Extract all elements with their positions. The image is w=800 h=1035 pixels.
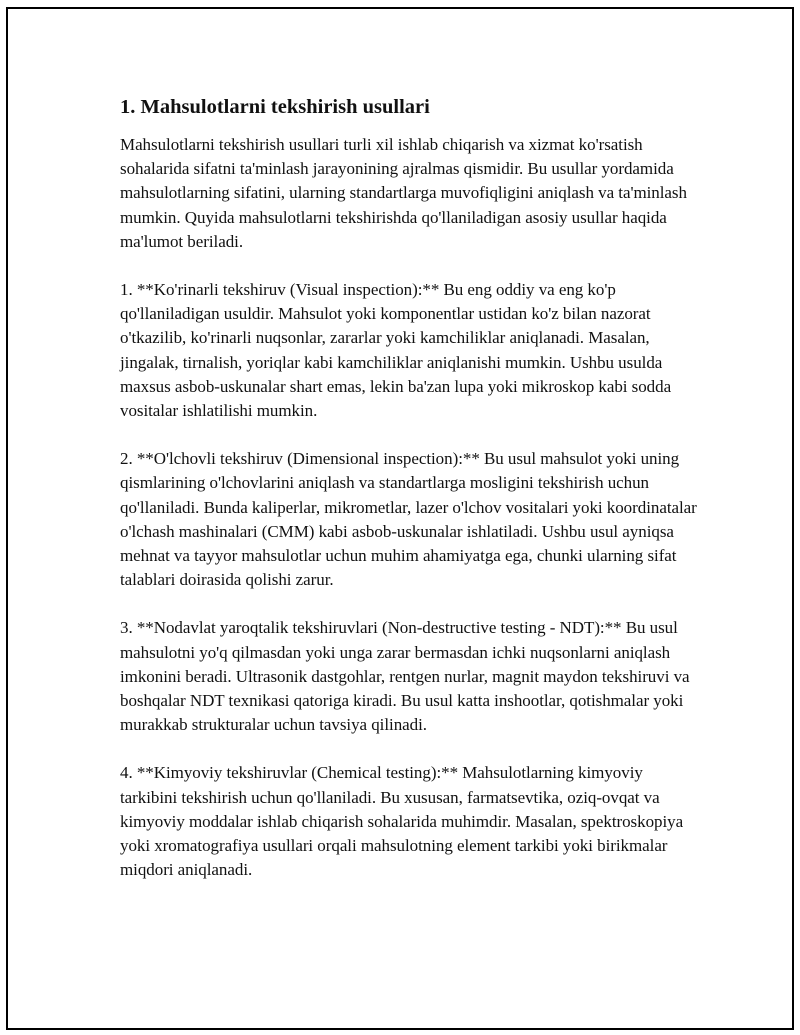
document-body (120, 93, 700, 906)
intro-paragraph: Mahsulotlarni tekshirish usullari turli xil ishlab chiqarish va xizmat ko'rsatish sohalarida sifatni ta'minlash jarayonining ajralmas qismidir. Bu usullar yordamida mahsulotlarning sifatini, ularning standartlarga muvofiqligini aniqlash va ta'minlash mumkin. Quyida mahsulotlarni tekshirishda qo'llaniladigan asosiy usullar haqida ma'lumot beriladi. (120, 135, 687, 251)
document-title: 1. Mahsulotlarni tekshirish usullari (120, 96, 430, 118)
document-page (6, 7, 794, 1030)
dimensional-inspection-paragraph: 2. **O'lchovli tekshiruv (Dimensional inspection):** Bu usul mahsulot yoki uning qismlarining o'lchovlarini aniqlash va standartlarga mosligini tekshirish uchun qo'llaniladi. Bunda kaliperlar, mikrometlar, lazer o'lchov vositalari yoki koordinatalar o'lchash mashinalari (CMM) kabi asbob-uskunalar ishlatiladi. Ushbu usul ayniqsa mehnat va tayyor mahsulotlar uchun muhim ahamiyatga ega, chunki ularning sifat talablari doirasida qolishi zarur. (120, 449, 697, 590)
chemical-testing-paragraph: 4. **Kimyoviy tekshiruvlar (Chemical testing):** Mahsulotlarning kimyoviy tarkibini tekshirish uchun qo'llaniladi. Bu xususan, farmatsevtika, oziq-ovqat va kimyoviy moddalar ishlab chiqarish sohalarida muhimdir. Masalan, spektroskopiya yoki xromatografiya usullari orqali mahsulotning element tarkibi yoki birikmalar miqdori aniqlanadi. (120, 763, 684, 880)
ndt-paragraph: 3. **Nodavlat yaroqtalik tekshiruvlari (Non-destructive testing - NDT):** Bu usul mahsulotni yo'q qilmasdan yoki unga zarar bermasdan ichki nuqsonlarni aniqlash imkonini beradi. Ultrasonik dastgohlar, rentgen nurlar, magnit maydon tekshiruvi va boshqalar NDT texnikasi qatoriga kiradi. Bu usul katta inshootlar, qotishmalar yoki murakkab strukturalar uchun tavsiya qilinadi. (120, 618, 690, 735)
visual-inspection-paragraph: 1. **Ko'rinarli tekshiruv (Visual inspection):** Bu eng oddiy va eng ko'p qo'llaniladigan usuldir. Mahsulot yoki komponentlar ustidan ko'z bilan nazorat o'tkazilib, ko'rinarli nuqsonlar, zararlar yoki kamchiliklar aniqlanadi. Masalan, jingalak, tirnalish, yoriqlar kabi kamchiliklar aniqlanishi mumkin. Ushbu usulda maxsus asbob-uskunalar shart emas, lekin ba'zan lupa yoki mikroskop kabi sodda vositalar ishlatilishi mumkin. (120, 280, 672, 421)
